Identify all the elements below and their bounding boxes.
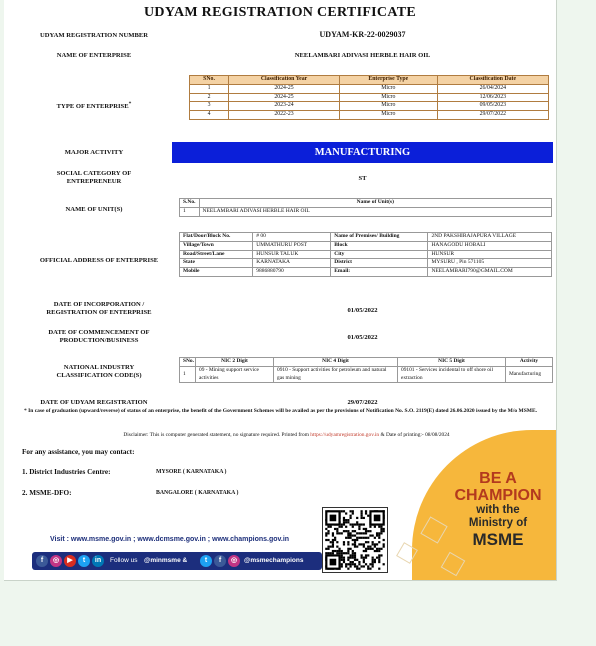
champion-line4: Ministry of [468, 517, 528, 529]
visit-links[interactable]: Visit : www.msme.gov.in ; www.dcmsme.gov.in ; www.champions.gov.in [50, 536, 290, 543]
classification-cell: 2023-24 [229, 102, 340, 111]
address-cell: City [331, 250, 428, 259]
champion-line3: with the [476, 504, 520, 516]
udyam-date-label: DATE OF UDYAM REGISTRATION [40, 399, 148, 406]
address-label: OFFICIAL ADDRESS OF ENTERPRISE [39, 257, 159, 264]
instagram-icon[interactable]: ◎ [228, 555, 240, 567]
classification-cell: Micro [340, 93, 438, 102]
classification-cell: 2022-23 [229, 111, 340, 120]
handle-msmechampions[interactable]: @msmechampions [244, 557, 304, 564]
nic-header: Activity [506, 358, 553, 367]
address-cell: District [331, 259, 428, 268]
disclaimer: Disclaimer: This is computer generated statement, no signature required. Printed from https://udyamregistration.gov.in & Date of printing:- 08/08/2024 [123, 432, 450, 438]
champion-line1: BE A [479, 470, 517, 487]
type-of-enterprise-label: TYPE OF ENTERPRISE* [56, 101, 132, 111]
classification-cell: 12/06/2023 [437, 93, 548, 102]
classification-row [190, 84, 549, 93]
nic-label: NATIONAL INDUSTRY CLASSIFICATION CODE(S) [56, 364, 142, 379]
classification-row [190, 111, 549, 120]
classification-cell: 29/07/2022 [437, 111, 548, 120]
address-row [180, 259, 552, 268]
assist-heading: For any assistance, you may contact: [22, 448, 135, 456]
units-row [180, 207, 552, 216]
nic-header: NIC 4 Digit [274, 358, 398, 367]
units-table [179, 198, 552, 217]
address-cell: Email: [331, 268, 428, 277]
linkedin-icon[interactable]: in [92, 555, 104, 567]
reg-number-value: UDYAM-KR-22-0029037 [319, 30, 406, 39]
contact-dfo-value: BANGALORE ( KARNATAKA ) [156, 490, 239, 496]
social-category-label: SOCIAL CATEGORY OF ENTREPRENEUR [56, 170, 132, 185]
nic-header: NIC 5 Digit [398, 358, 506, 367]
address-cell: UMMATHURU POST [253, 241, 331, 250]
address-cell: KARNATAKA [253, 259, 331, 268]
address-cell: State [180, 259, 253, 268]
classification-cell: 09/05/2023 [437, 102, 548, 111]
handle-minmsme[interactable]: @minmsme & [144, 557, 188, 564]
address-cell: MYSURU , Pin 571105 [428, 259, 552, 268]
major-activity-label: MAJOR ACTIVITY [64, 149, 124, 156]
address-cell: NEELAMBARI790@GMAIL.COM [428, 268, 552, 277]
classification-table [189, 75, 549, 120]
graduation-note: * In case of graduation (upward/reverse) of status of an enterprise, the benefit of the Government Schemes will be availed as per the provisions of Notification No. S.O. 2119(E) dated 26.06.2020 issued by the M/o MSME. [24, 408, 538, 414]
instagram-icon[interactable]: ◎ [50, 555, 62, 567]
udyam-date-value: 29/07/2022 [347, 399, 378, 406]
classification-cell: 1 [190, 84, 229, 93]
address-cell: Village/Town [180, 241, 253, 250]
address-cell: Road/Street/Lane [180, 250, 253, 259]
social-category-value: ST [358, 175, 367, 182]
qr-code [322, 507, 388, 573]
incorporation-label: DATE OF INCORPORATION / REGISTRATION OF ENTERPRISE [46, 301, 152, 316]
address-cell: HANAGODU HOBALI [428, 241, 552, 250]
follow-label: Follow us [110, 557, 138, 564]
address-cell: HUNSUR TALUK [253, 250, 331, 259]
classification-cell: Micro [340, 111, 438, 120]
commencement-date: 01/05/2022 [347, 334, 378, 341]
address-cell: Flat/Door/Block No. [180, 233, 253, 242]
facebook-icon[interactable]: f [214, 555, 226, 567]
classification-cell: 3 [190, 102, 229, 111]
address-cell: Name of Premises/ Building [331, 233, 428, 242]
certificate-title: UDYAM REGISTRATION CERTIFICATE [144, 5, 416, 20]
nic-cell: 0910 - Support activities for petroleum and natural gas mining [274, 366, 398, 383]
nic-row [180, 366, 553, 383]
champion-line5: MSME [472, 530, 524, 549]
units-label: NAME OF UNIT(S) [65, 206, 123, 213]
certificate-sheet [4, 0, 557, 581]
enterprise-name-label: NAME OF ENTERPRISE [56, 52, 132, 59]
classification-cell: Micro [340, 102, 438, 111]
classification-header: Classification Year [229, 76, 340, 85]
address-cell: # 00 [253, 233, 331, 242]
youtube-icon[interactable]: ▶ [64, 555, 76, 567]
commencement-label: DATE OF COMMENCEMENT OF PRODUCTION/BUSINESS [48, 329, 150, 344]
classification-row [190, 93, 549, 102]
champion-line2: CHAMPION [454, 487, 542, 504]
address-cell: Block [331, 241, 428, 250]
classification-cell: 2024-25 [229, 93, 340, 102]
contact-dic-label: 1. District Industries Centre: [22, 468, 111, 476]
twitter-icon[interactable]: t [78, 555, 90, 567]
nic-cell: Manufacturing [506, 366, 553, 383]
classification-cell: 4 [190, 111, 229, 120]
units-cell: NEELAMBARI ADIVASI HERBLE HAIR OIL [199, 207, 551, 216]
classification-row [190, 102, 549, 111]
twitter-icon[interactable]: t [200, 555, 212, 567]
follow-bar [32, 552, 322, 570]
nic-cell: 09 - Mining support service activities [196, 366, 274, 383]
nic-cell: 1 [180, 366, 196, 383]
classification-cell: Micro [340, 84, 438, 93]
nic-header: NIC 2 Digit [196, 358, 274, 367]
nic-table [179, 357, 553, 383]
facebook-icon[interactable]: f [36, 555, 48, 567]
classification-header: Classification Date [437, 76, 548, 85]
address-cell: Mobile [180, 268, 253, 277]
units-header: S.No. [180, 199, 200, 208]
contact-dic-value: MYSORE ( KARNATAKA ) [156, 469, 227, 475]
champion-text [442, 470, 554, 549]
address-row [180, 241, 552, 250]
reg-number-label: UDYAM REGISTRATION NUMBER [39, 32, 149, 39]
nic-cell: 09101 - Services incidental to off shore oil extraction [398, 366, 506, 383]
units-header: Name of Unit(s) [199, 199, 551, 208]
classification-cell: 2024-25 [229, 84, 340, 93]
nic-header: SNo. [180, 358, 196, 367]
disclaimer-link[interactable]: https://udyamregistration.gov.in [310, 432, 380, 438]
address-cell: 2ND PAKSHIRAJAPURA VILLAGE [428, 233, 552, 242]
address-row [180, 250, 552, 259]
address-cell: 9886880790 [253, 268, 331, 277]
type-mark: * [128, 101, 132, 107]
address-row [180, 268, 552, 277]
units-cell: 1 [180, 207, 200, 216]
incorporation-date: 01/05/2022 [347, 307, 378, 314]
classification-header: Enterprise Type [340, 76, 438, 85]
classification-cell: 26/04/2024 [437, 84, 548, 93]
address-cell: HUNSUR [428, 250, 552, 259]
address-row [180, 233, 552, 242]
contact-dfo-label: 2. MSME-DFO: [22, 489, 72, 497]
classification-header: SNo. [190, 76, 229, 85]
enterprise-name-value: NEELAMBARI ADIVASI HERBLE HAIR OIL [294, 52, 431, 59]
major-activity-bar: MANUFACTURING [172, 142, 553, 163]
classification-cell: 2 [190, 93, 229, 102]
address-table [179, 232, 552, 277]
